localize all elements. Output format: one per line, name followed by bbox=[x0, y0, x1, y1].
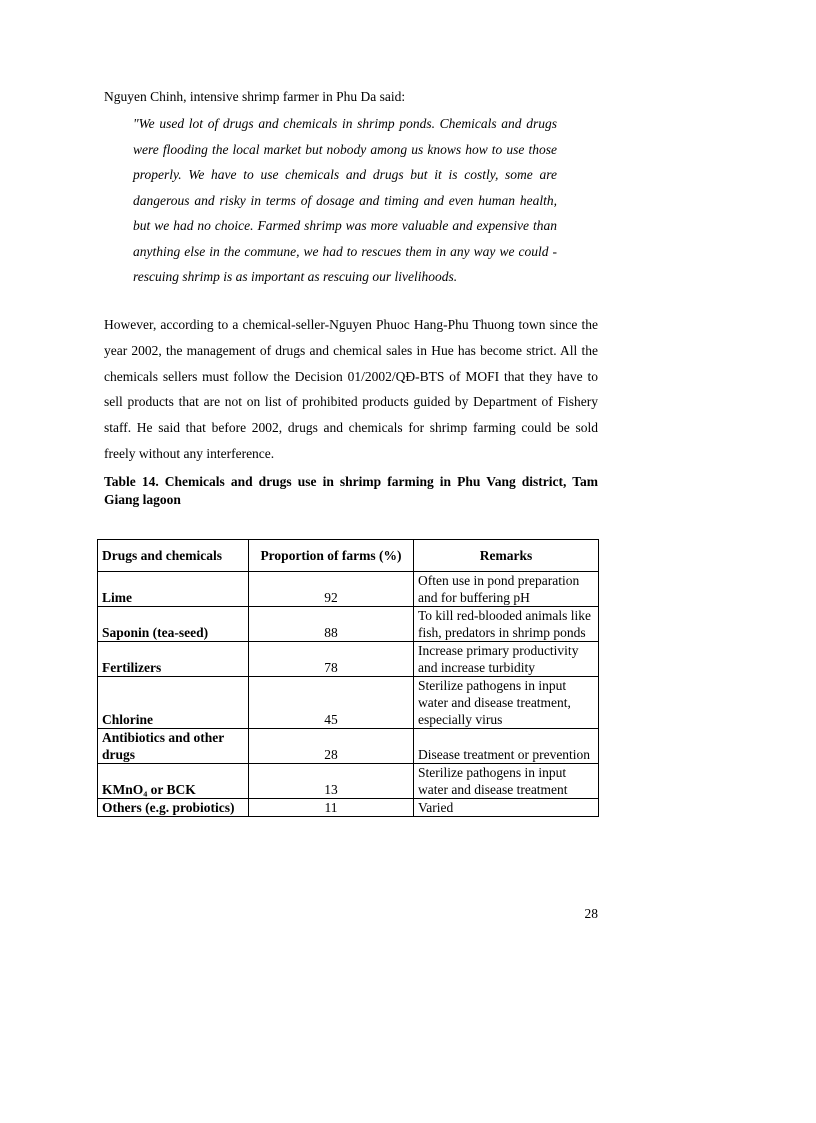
farmer-quote: "We used lot of drugs and chemicals in shrimp ponds. Chemicals and drugs were flooding the local market but nobody among us knows how to use those properly. We have to use chemicals and drugs but it is costly, some are dangerous and risky in terms of dosage and timing and even human health, but we had no choice. Farmed shrimp was more valuable and expensive than anything else in the commune, we had to rescues them in any way we could - rescuing shrimp is as important as rescuing our livelihoods. bbox=[133, 116, 557, 284]
row-name: Chlorine bbox=[98, 677, 249, 729]
row-name: Lime bbox=[98, 572, 249, 607]
chemicals-table bbox=[97, 539, 599, 817]
row-remark: Varied bbox=[414, 799, 599, 817]
row-name: Fertilizers bbox=[98, 642, 249, 677]
row-name: Antibiotics and other drugs bbox=[98, 729, 249, 764]
page-number: 28 bbox=[584, 906, 598, 921]
table-row bbox=[98, 799, 599, 817]
row-remark: Disease treatment or prevention bbox=[414, 729, 599, 764]
row-remark: Sterilize pathogens in input water and disease treatment, especially virus bbox=[414, 677, 599, 729]
table-row bbox=[98, 677, 599, 729]
row-remark: To kill red-blooded animals like fish, predators in shrimp ponds bbox=[414, 607, 599, 642]
row-name: KMnO₄ or BCK bbox=[98, 764, 249, 799]
row-value: 13 bbox=[249, 764, 414, 799]
intro-line: Nguyen Chinh, intensive shrimp farmer in Phu Da said: bbox=[104, 89, 406, 104]
table-row bbox=[98, 572, 599, 607]
row-remark: Increase primary productivity and increase turbidity bbox=[414, 642, 599, 677]
row-value: 45 bbox=[249, 677, 414, 729]
header-proportion: Proportion of farms (%) bbox=[249, 540, 414, 572]
row-name: Others (e.g. probiotics) bbox=[98, 799, 249, 817]
header-remarks: Remarks bbox=[414, 540, 599, 572]
row-remark: Sterilize pathogens in input water and disease treatment bbox=[414, 764, 599, 799]
table-caption: Table 14. Chemicals and drugs use in shrimp farming in Phu Vang district, Tam Giang lagoon bbox=[104, 474, 598, 507]
table-row bbox=[98, 729, 599, 764]
row-value: 78 bbox=[249, 642, 414, 677]
table-row bbox=[98, 764, 599, 799]
table-row bbox=[98, 642, 599, 677]
table-row bbox=[98, 607, 599, 642]
row-value: 11 bbox=[249, 799, 414, 817]
row-value: 92 bbox=[249, 572, 414, 607]
row-remark: Often use in pond preparation and for buffering pH bbox=[414, 572, 599, 607]
row-name: Saponin (tea-seed) bbox=[98, 607, 249, 642]
row-value: 28 bbox=[249, 729, 414, 764]
body-paragraph: However, according to a chemical-seller-Nguyen Phuoc Hang-Phu Thuong town since the year 2002, the management of drugs and chemical sales in Hue has become strict. All the chemicals sellers must follow the Decision 01/2002/QĐ-BTS of MOFI that they have to sell products that are not on list of prohibited products guided by Department of Fishery staff. He said that before 2002, drugs and chemicals for shrimp farming could be sold freely without any interference. bbox=[104, 317, 598, 461]
table-header-row bbox=[98, 540, 599, 572]
row-value: 88 bbox=[249, 607, 414, 642]
header-drugs: Drugs and chemicals bbox=[98, 540, 249, 572]
